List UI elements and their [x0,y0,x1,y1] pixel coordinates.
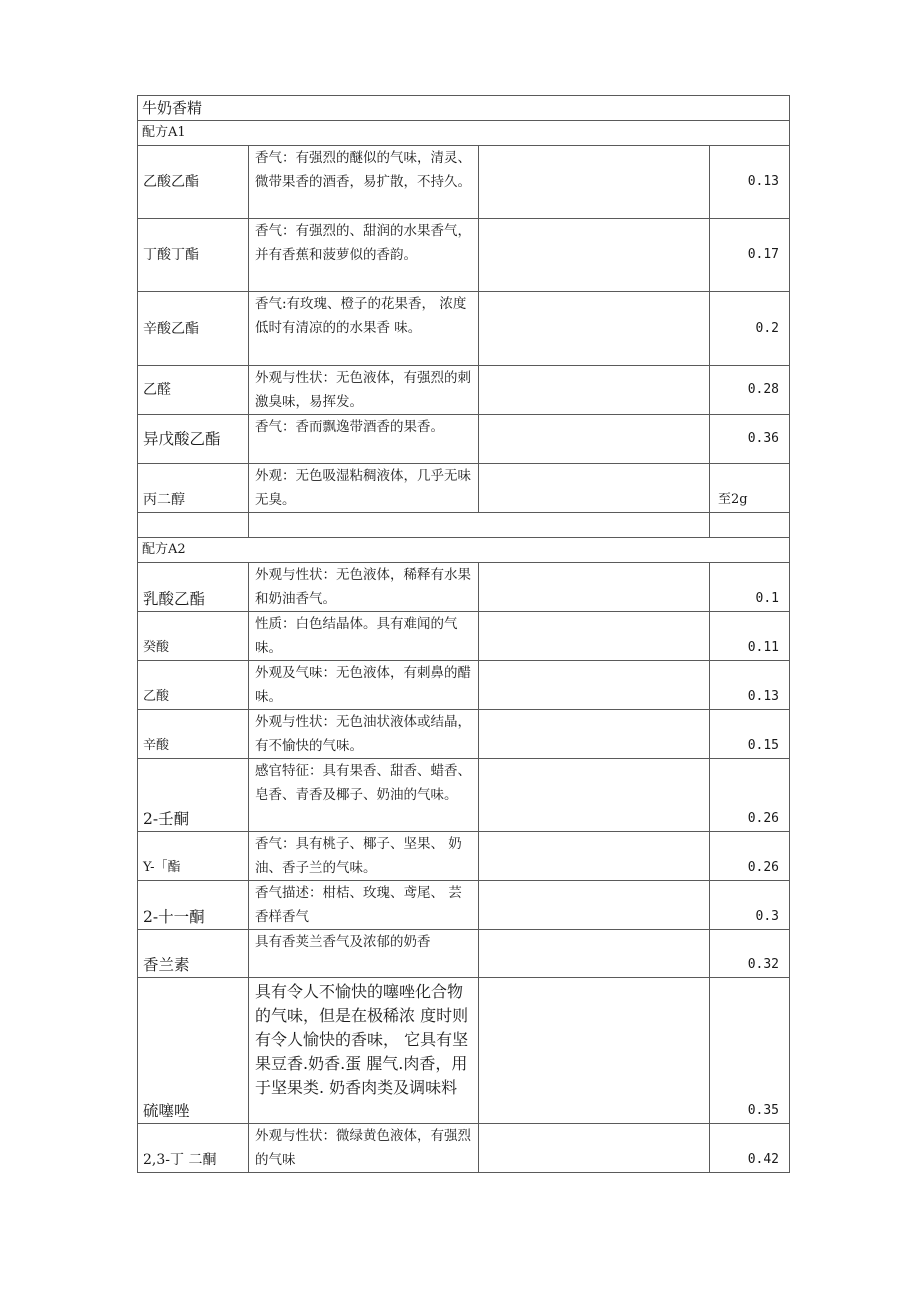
ingredient-desc: 香气：香而飘逸带酒香的果香。 [249,415,479,464]
ingredient-name: 丙二醇 [138,464,249,513]
ingredient-name: 辛酸 [138,710,249,759]
empty-cell [249,513,710,538]
ingredient-name: 2-壬酮 [138,759,249,832]
ingredient-name: 辛酸乙酯 [138,292,249,366]
ingredient-amount: 0.15 [710,710,790,759]
empty-cell [479,978,710,1124]
empty-cell [479,832,710,881]
empty-cell [479,219,710,292]
ingredient-name: 癸酸 [138,612,249,661]
ingredient-name: 乙醛 [138,366,249,415]
ingredient-amount: 0.32 [710,930,790,978]
ingredient-desc: 具有香荚兰香气及浓郁的奶香 [249,930,479,978]
formula-table [137,95,790,1173]
table-row [138,1124,790,1173]
empty-cell [479,415,710,464]
table-row [138,930,790,978]
ingredient-desc: 外观及气味：无色液体，有刺鼻的醋味。 [249,661,479,710]
table-row [138,759,790,832]
ingredient-amount: 0.36 [710,415,790,464]
table-row [138,219,790,292]
ingredient-name: 乙酸 [138,661,249,710]
ingredient-desc: 性质：白色结晶体。具有难闻的气味。 [249,612,479,661]
table-row [138,612,790,661]
ingredient-amount: 0.26 [710,759,790,832]
ingredient-desc: 感官特征：具有果香、甜香、蜡香、皂香、青香及椰子、奶油的气味。 [249,759,479,832]
ingredient-name: 乳酸乙酯 [138,563,249,612]
empty-cell [479,366,710,415]
ingredient-desc: 香气：具有桃子、椰子、坚果、 奶油、香子兰的气味。 [249,832,479,881]
ingredient-amount: 0.26 [710,832,790,881]
ingredient-desc: 香气:有玫瑰、橙子的花果香， 浓度低时有清凉的的水果香 味。 [249,292,479,366]
ingredient-desc: 香气：有强烈的醚似的气味，清灵、微带果香的酒香，易扩散，不持久。 [249,146,479,219]
table-row [138,710,790,759]
ingredient-amount: 至2g [710,464,790,513]
table-row [138,978,790,1124]
empty-cell [479,759,710,832]
ingredient-amount: 0.13 [710,146,790,219]
empty-cell [479,1124,710,1173]
ingredient-desc: 外观与性状：无色油状液体或结晶，有不愉快的气味。 [249,710,479,759]
table-row [138,292,790,366]
title-row [138,96,790,121]
empty-cell [479,881,710,930]
spacer-row [138,513,790,538]
empty-cell [710,513,790,538]
table-row [138,563,790,612]
ingredient-desc: 具有令人不愉快的噻唑化合物的气味，但是在极稀浓 度时则有令人愉快的香味， 它具有坚果豆香.奶香.蛋 腥气.肉香，用于坚果类. 奶香肉类及调味料 [249,978,479,1124]
section-row [138,121,790,146]
ingredient-amount: 0.2 [710,292,790,366]
ingredient-amount: 0.3 [710,881,790,930]
formula-a2-label: 配方A2 [138,538,790,563]
table-row [138,881,790,930]
empty-cell [479,563,710,612]
empty-cell [138,513,249,538]
ingredient-desc: 外观与性状：无色液体，有强烈的刺激臭味，易挥发。 [249,366,479,415]
ingredient-desc: 香气描述：柑桔、玫瑰、鸢尾、 芸香样香气 [249,881,479,930]
formula-a1-label: 配方A1 [138,121,790,146]
ingredient-name: Y-「酯 [138,832,249,881]
ingredient-desc: 外观与性状：无色液体，稀释有水果和奶油香气。 [249,563,479,612]
ingredient-name: 丁酸丁酯 [138,219,249,292]
table-row [138,146,790,219]
empty-cell [479,930,710,978]
table-title: 牛奶香精 [138,96,790,121]
table-row [138,366,790,415]
ingredient-name: 2-十一酮 [138,881,249,930]
ingredient-name: 2,3-丁 二酮 [138,1124,249,1173]
ingredient-desc: 外观：无色吸湿粘稠液体，几乎无味无臭。 [249,464,479,513]
empty-cell [479,661,710,710]
ingredient-name: 异戊酸乙酯 [138,415,249,464]
ingredient-name: 香兰素 [138,930,249,978]
ingredient-amount: 0.17 [710,219,790,292]
empty-cell [479,464,710,513]
ingredient-desc: 香气：有强烈的、甜润的水果香气，并有香蕉和菠萝似的香韵。 [249,219,479,292]
ingredient-amount: 0.28 [710,366,790,415]
ingredient-amount: 0.13 [710,661,790,710]
table-row [138,415,790,464]
empty-cell [479,710,710,759]
ingredient-amount: 0.42 [710,1124,790,1173]
empty-cell [479,146,710,219]
empty-cell [479,292,710,366]
ingredient-amount: 0.1 [710,563,790,612]
ingredient-amount: 0.35 [710,978,790,1124]
section-row [138,538,790,563]
table-row [138,661,790,710]
table-row [138,832,790,881]
table-row [138,464,790,513]
ingredient-name: 硫噻唑 [138,978,249,1124]
ingredient-desc: 外观与性状：微绿黄色液体，有强烈的气味 [249,1124,479,1173]
ingredient-amount: 0.11 [710,612,790,661]
ingredient-name: 乙酸乙酯 [138,146,249,219]
empty-cell [479,612,710,661]
